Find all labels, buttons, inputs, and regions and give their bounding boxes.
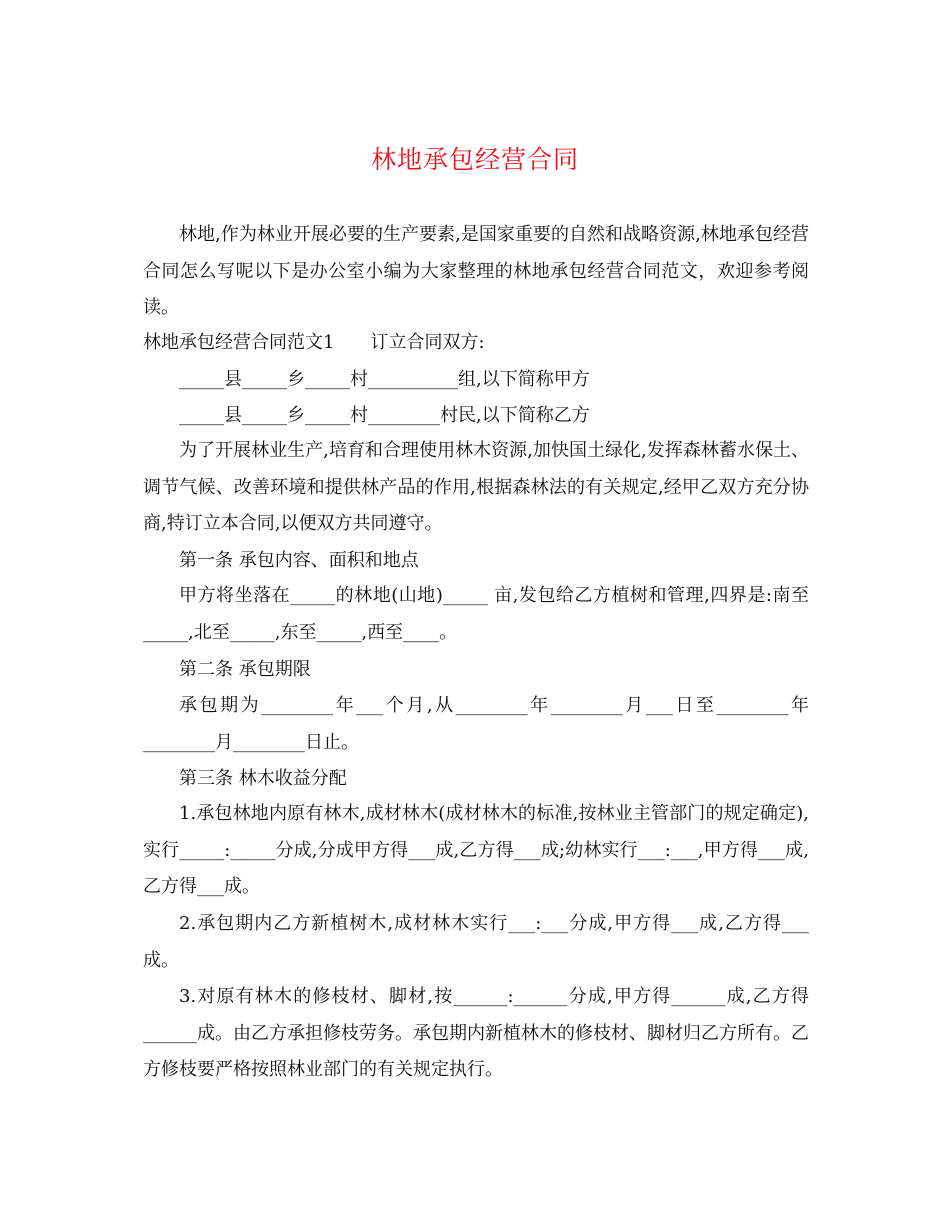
document-title: 林地承包经营合同 (370, 145, 579, 174)
article-3-title: 第三条 林木收益分配 (179, 768, 347, 789)
article-2-body: 承包期为________年___个月,从________年________月___日至________年________月________日止。 (143, 695, 809, 753)
article-2-title: 第二条 承包期限 (179, 659, 311, 680)
article-3-item-2: 2.承包期内乙方新植树木,成材林木实行___:___分成,甲方得___成,乙方得___成。 (143, 913, 809, 971)
sample-heading: 林地承包经营合同范文1 订立合同双方: (143, 332, 485, 353)
party-b-line: _____县_____乡_____村________村民,以下简称乙方 (179, 405, 590, 426)
party-a-line: _____县_____乡_____村__________组,以下简称甲方 (179, 369, 590, 390)
article-3-item-3: 3.对原有林木的修枝材、脚材,按______:______分成,甲方得______成,乙方得______成。由乙方承担修枝劳务。承包期内新植林木的修枝材、脚材归乙方所有。乙方修枝要严格按照林业部门的有关规定执行。 (143, 986, 809, 1080)
intro-paragraph: 林地,作为林业开展必要的生产要素,是国家重要的自然和战略资源,林地承包经营合同怎么写呢以下是办公室小编为大家整理的林地承包经营合同范文，欢迎参考阅读。 (143, 224, 809, 318)
article-1-body: 甲方将坐落在_____的林地(山地)_____ 亩,发包给乙方植树和管理,四界是:南至_____,北至_____,东至_____,西至____。 (143, 585, 809, 643)
article-1-title: 第一条 承包内容、面积和地点 (179, 550, 419, 571)
article-3-item-1: 1.承包林地内原有林木,成材林木(成材林木的标准,按林业主管部门的规定确定),实行_____:_____分成,分成甲方得___成,乙方得___成;幼林实行___:___,甲方得___成,乙方得___成。 (143, 803, 809, 897)
purpose-paragraph: 为了开展林业生产,培育和合理使用林木资源,加快国土绿化,发挥森林蓄水保土、调节气候、改善环境和提供林产品的作用,根据森林法的有关规定,经甲乙双方充分协商,特订立本合同,以便双方共同遵守。 (143, 440, 809, 534)
